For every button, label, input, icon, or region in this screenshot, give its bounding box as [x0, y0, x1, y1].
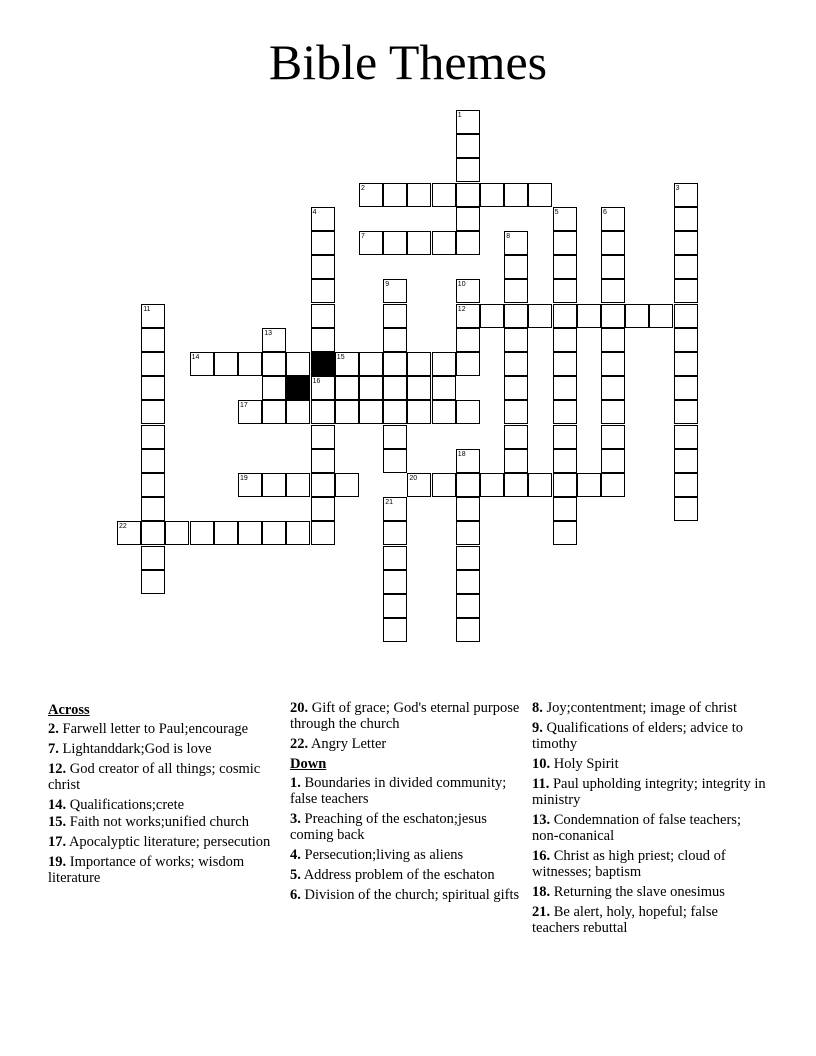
grid-cell[interactable] [649, 304, 673, 328]
grid-cell[interactable] [238, 473, 262, 497]
grid-cell[interactable] [383, 183, 407, 207]
clue-down-13: 13. Condemnation of false teachers; non-conanical [532, 812, 741, 844]
grid-cell[interactable] [674, 497, 698, 521]
clue-number: 2 [361, 184, 365, 192]
grid-cell[interactable] [311, 255, 335, 279]
grid-cell[interactable] [553, 425, 577, 449]
clue-down-4: 4. Persecution;living as aliens [290, 847, 464, 863]
grid-cell[interactable] [383, 425, 407, 449]
clue-number: 12 [457, 305, 466, 313]
grid-cell[interactable] [311, 449, 335, 473]
grid-cell[interactable] [625, 304, 649, 328]
clue-down-1: 1. Boundaries in divided community; false teachers [290, 775, 507, 807]
grid-cell[interactable] [456, 618, 480, 642]
grid-cell[interactable] [504, 304, 528, 328]
grid-cell[interactable] [674, 449, 698, 473]
clue-number: 4 [312, 208, 317, 216]
grid-cell[interactable] [456, 158, 480, 182]
grid-cell[interactable] [553, 400, 577, 424]
grid-cell[interactable] [311, 400, 335, 424]
grid-cell[interactable] [601, 473, 625, 497]
grid-cell[interactable] [504, 279, 528, 303]
grid-cell[interactable] [553, 376, 577, 400]
grid-cell[interactable] [383, 352, 407, 376]
grid-cell[interactable] [117, 521, 141, 545]
grid-cell[interactable] [504, 449, 528, 473]
grid-cell[interactable] [504, 376, 528, 400]
grid-cell[interactable] [553, 279, 577, 303]
clue-number: 16 [312, 378, 321, 386]
clue-across-12: 12. God creator of all things; cosmic christ [48, 761, 261, 793]
grid-cell[interactable] [674, 425, 698, 449]
grid-cell[interactable] [141, 449, 165, 473]
grid-cell[interactable] [286, 400, 310, 424]
grid-cell[interactable] [165, 521, 189, 545]
grid-cell[interactable] [359, 352, 383, 376]
clue-number: 10 [457, 281, 466, 289]
grid-cell[interactable] [674, 473, 698, 497]
grid-cell[interactable] [407, 183, 431, 207]
grid-cell[interactable] [383, 400, 407, 424]
grid-cell[interactable] [504, 328, 528, 352]
clue-down-3: 3. Preaching of the eschaton;jesus coming back [290, 811, 487, 843]
grid-cell[interactable] [601, 279, 625, 303]
grid-cell[interactable] [383, 231, 407, 255]
grid-cell[interactable] [359, 231, 383, 255]
grid-cell[interactable] [601, 207, 625, 231]
grid-cell[interactable] [674, 400, 698, 424]
grid-cell[interactable] [262, 521, 286, 545]
clue-number: 8 [506, 233, 511, 240]
grid-cell[interactable] [383, 594, 407, 618]
grid-cell[interactable] [504, 473, 528, 497]
grid-cell[interactable] [214, 521, 238, 545]
grid-cell[interactable] [577, 304, 601, 328]
grid-cell[interactable] [383, 279, 407, 303]
grid-cell[interactable] [407, 473, 431, 497]
grid-cell[interactable] [238, 400, 262, 424]
grid-cell[interactable] [311, 473, 335, 497]
grid-cell[interactable] [141, 400, 165, 424]
grid-cell[interactable] [504, 425, 528, 449]
grid-cell[interactable] [262, 352, 286, 376]
grid-cell[interactable] [383, 521, 407, 545]
clues-column-3 [532, 700, 767, 940]
clue-number: 14 [191, 354, 200, 361]
grid-cell[interactable] [359, 183, 383, 207]
grid-cell[interactable] [286, 473, 310, 497]
grid-cell[interactable] [432, 473, 456, 497]
grid-cell[interactable] [141, 473, 165, 497]
clue-across-7: 7. Lightanddark;God is love [48, 741, 212, 757]
clue-down-5: 5. Address problem of the eschaton [290, 867, 495, 883]
down-heading: Down [290, 756, 327, 772]
grid-cell[interactable] [601, 376, 625, 400]
clue-number: 17 [240, 402, 248, 410]
grid-cell[interactable] [504, 255, 528, 279]
grid-cell[interactable] [286, 521, 310, 545]
grid-cell[interactable] [407, 376, 431, 400]
grid-cell[interactable] [262, 376, 286, 400]
grid-cell[interactable] [601, 400, 625, 424]
grid-cell[interactable] [383, 497, 407, 521]
grid-cell[interactable] [553, 352, 577, 376]
grid-cell[interactable] [383, 546, 407, 570]
black-square [311, 352, 335, 376]
grid-cell[interactable] [190, 352, 214, 376]
grid-cell[interactable] [553, 255, 577, 279]
grid-cell[interactable] [456, 400, 480, 424]
clue-number: 3 [675, 184, 680, 192]
grid-cell[interactable] [674, 231, 698, 255]
grid-cell[interactable] [311, 207, 335, 231]
grid-cell[interactable] [456, 594, 480, 618]
grid-cell[interactable] [456, 546, 480, 570]
across-heading: Across [48, 702, 90, 718]
grid-cell[interactable] [311, 279, 335, 303]
grid-cell[interactable] [504, 183, 528, 207]
grid-cell[interactable] [238, 521, 262, 545]
clue-number: 13 [264, 329, 272, 337]
grid-cell[interactable] [383, 449, 407, 473]
grid-cell[interactable] [311, 376, 335, 400]
clue-down-10: 10. Holy Spirit [532, 756, 619, 772]
grid-cell[interactable] [601, 449, 625, 473]
grid-cell[interactable] [456, 207, 480, 231]
grid-cell[interactable] [311, 521, 335, 545]
grid-cell[interactable] [432, 183, 456, 207]
grid-cell[interactable] [141, 497, 165, 521]
grid-cell[interactable] [407, 400, 431, 424]
grid-cell[interactable] [335, 376, 359, 400]
grid-cell[interactable] [383, 328, 407, 352]
clue-down-9: 9. Qualifications of elders; advice to timothy [532, 720, 743, 752]
grid-cell[interactable] [311, 425, 335, 449]
grid-cell[interactable] [480, 473, 504, 497]
clue-number: 21 [385, 499, 393, 507]
grid-cell[interactable] [480, 304, 504, 328]
clue-number: 15 [336, 354, 345, 361]
grid-cell[interactable] [432, 400, 456, 424]
clue-across-15: 15. Faith not works;unified church [48, 814, 249, 830]
grid-cell[interactable] [456, 134, 480, 158]
grid-cell[interactable] [141, 521, 165, 545]
grid-cell[interactable] [311, 304, 335, 328]
grid-cell[interactable] [553, 231, 577, 255]
clue-across-17: 17. Apocalyptic literature; persecution [48, 834, 271, 850]
grid-cell[interactable] [359, 376, 383, 400]
black-square [286, 376, 310, 400]
grid-cell[interactable] [504, 352, 528, 376]
grid-cell[interactable] [674, 279, 698, 303]
grid-cell[interactable] [553, 449, 577, 473]
grid-cell[interactable] [674, 207, 698, 231]
grid-cell[interactable] [456, 521, 480, 545]
grid-cell[interactable] [553, 328, 577, 352]
grid-cell[interactable] [456, 570, 480, 594]
clue-number: 5 [554, 208, 559, 216]
clue-number: 7 [361, 233, 365, 240]
clue-number: 11 [143, 305, 151, 313]
grid-cell[interactable] [528, 183, 552, 207]
clue-number: 1 [457, 112, 462, 119]
grid-cell[interactable] [456, 473, 480, 497]
grid-cell[interactable] [141, 352, 165, 376]
grid-cell[interactable] [214, 352, 238, 376]
grid-cell[interactable] [407, 231, 431, 255]
grid-cell[interactable] [383, 618, 407, 642]
grid-cell[interactable] [141, 304, 165, 328]
clues-column-1 [48, 700, 283, 890]
grid-cell[interactable] [407, 352, 431, 376]
grid-cell[interactable] [262, 473, 286, 497]
grid-cell[interactable] [674, 376, 698, 400]
clue-across-22: 22. Angry Letter [290, 736, 387, 752]
grid-cell[interactable] [674, 255, 698, 279]
grid-cell[interactable] [383, 304, 407, 328]
grid-cell[interactable] [190, 521, 214, 545]
grid-cell[interactable] [456, 449, 480, 473]
grid-cell[interactable] [674, 352, 698, 376]
grid-cell[interactable] [553, 521, 577, 545]
grid-cell[interactable] [359, 400, 383, 424]
grid-cell[interactable] [553, 207, 577, 231]
grid-cell[interactable] [456, 304, 480, 328]
grid-cell[interactable] [141, 570, 165, 594]
grid-cell[interactable] [456, 328, 480, 352]
clue-number: 18 [457, 450, 466, 458]
clue-number: 19 [240, 475, 248, 482]
grid-cell[interactable] [262, 328, 286, 352]
grid-cell[interactable] [601, 304, 625, 328]
grid-cell[interactable] [141, 425, 165, 449]
grid-cell[interactable] [528, 473, 552, 497]
grid-cell[interactable] [311, 497, 335, 521]
grid-cell[interactable] [504, 231, 528, 255]
clue-down-18: 18. Returning the slave onesimus [532, 884, 725, 900]
grid-cell[interactable] [432, 231, 456, 255]
clue-across-14: 14. Qualifications;crete [48, 797, 185, 813]
grid-cell[interactable] [141, 376, 165, 400]
grid-cell[interactable] [383, 570, 407, 594]
grid-cell[interactable] [577, 473, 601, 497]
grid-cell[interactable] [553, 497, 577, 521]
grid-cell[interactable] [432, 352, 456, 376]
grid-cell[interactable] [553, 473, 577, 497]
clue-down-11: 11. Paul upholding integrity; integrity in ministry [532, 776, 766, 808]
clue-across-19: 19. Importance of works; wisdom literature [48, 854, 245, 886]
clue-down-16: 16. Christ as high priest; cloud of witnesses; baptism [532, 848, 726, 880]
grid-cell[interactable] [456, 183, 480, 207]
grid-cell[interactable] [383, 376, 407, 400]
clues-column-2 [290, 700, 525, 907]
clue-down-6: 6. Division of the church; spiritual gifts [290, 887, 520, 903]
grid-cell[interactable] [335, 400, 359, 424]
clue-down-8: 8. Joy;contentment; image of christ [532, 700, 737, 716]
grid-cell[interactable] [335, 352, 359, 376]
grid-cell[interactable] [286, 352, 310, 376]
grid-cell[interactable] [335, 473, 359, 497]
grid-cell[interactable] [456, 497, 480, 521]
grid-cell[interactable] [601, 231, 625, 255]
grid-cell[interactable] [238, 352, 262, 376]
grid-cell[interactable] [141, 546, 165, 570]
grid-cell[interactable] [456, 110, 480, 134]
puzzle-title: Bible Themes [268, 34, 548, 90]
grid-cell[interactable] [504, 400, 528, 424]
grid-cell[interactable] [674, 183, 698, 207]
grid-cell[interactable] [601, 255, 625, 279]
grid-cell[interactable] [262, 400, 286, 424]
grid-cell[interactable] [456, 231, 480, 255]
clue-number: 20 [409, 475, 418, 482]
grid-cell[interactable] [432, 376, 456, 400]
clue-down-21: 21. Be alert, holy, hopeful; false teachers rebuttal [532, 904, 718, 936]
grid-cell[interactable] [456, 352, 480, 376]
grid-cell[interactable] [141, 328, 165, 352]
grid-cell[interactable] [456, 279, 480, 303]
grid-cell[interactable] [553, 304, 577, 328]
grid-cell[interactable] [601, 425, 625, 449]
grid-cell[interactable] [674, 304, 698, 328]
grid-cell[interactable] [528, 304, 552, 328]
clue-across-20: 20. Gift of grace; God's eternal purpose through the church [290, 700, 520, 732]
clue-across-2: 2. Farwell letter to Paul;encourage [48, 721, 249, 737]
clue-number: 22 [119, 523, 127, 531]
grid-cell[interactable] [480, 183, 504, 207]
clue-number: 9 [385, 281, 390, 289]
grid-cell[interactable] [311, 328, 335, 352]
grid-cell[interactable] [311, 231, 335, 255]
grid-cell[interactable] [674, 328, 698, 352]
grid-cell[interactable] [601, 328, 625, 352]
grid-cell[interactable] [601, 352, 625, 376]
clue-number: 6 [603, 208, 607, 216]
